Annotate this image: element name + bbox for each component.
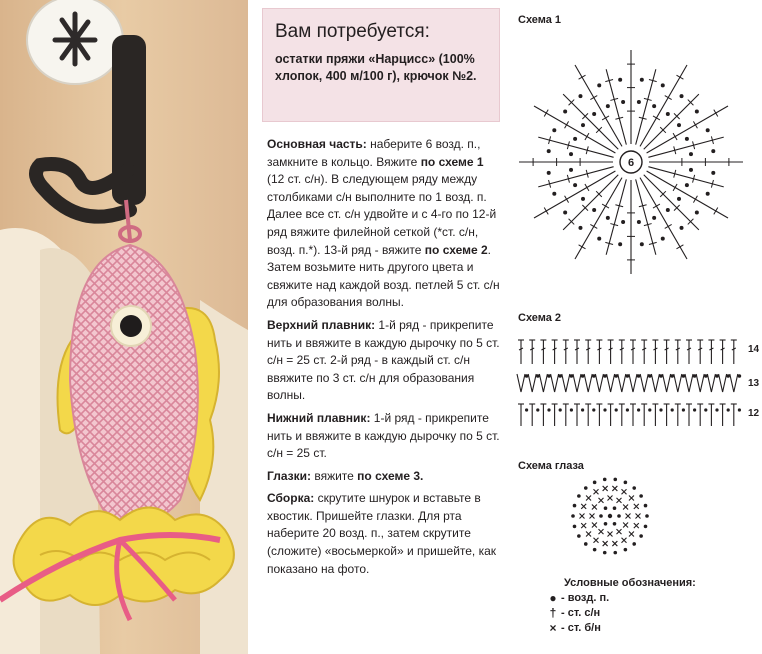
scheme2-row13-shell [663,374,671,392]
scheme1-stitch-tick [590,224,597,228]
scheme1-chain-dot [569,152,573,156]
scheme2-row12-chain-dot [704,408,707,411]
scheme2-row13-shell [674,374,682,392]
scheme1-chain-dot [652,216,656,220]
eye-chain-dot [584,486,588,490]
eye-sc-cross [581,523,586,528]
legend-title: Условные обозначения: [564,577,696,589]
scheme2-row13-shell [539,374,547,392]
assembly-text: скрутите шнурок и вставьте в хвостик. Пришейте глазки. Для рта наберите 20 возд. п., затем скрутите (сложите) «восьмеркой» и пришейте, как показано на фото. [267,491,497,576]
row-13-label: 13 [748,378,760,389]
eye-sc-cross [626,514,631,519]
scheme1-chain-dot [573,137,577,141]
bottom-fin-label: Нижний плавник: [267,410,371,425]
scheme2-row12-chain-dot [671,408,674,411]
scheme1-stitch-tick [714,110,718,117]
scheme2-row12-chain-dot [637,408,640,411]
scheme1-chain-dot [652,104,656,108]
scheme1-chain-dot [640,78,644,82]
scheme1-chain-dot [661,237,665,241]
scheme1-diagram [515,30,747,300]
scheme1-stitch-tick [602,116,609,120]
scheme2-row13-shell [595,374,603,392]
scheme1-chain-dot [606,216,610,220]
scheme1-stitch-tick [544,110,548,117]
scheme2-row13-shell [629,374,637,392]
fish-photo [0,0,248,654]
scheme2-row12-chain-dot [682,408,685,411]
legend-dc [548,606,758,621]
scheme1-chain-dot [637,100,641,104]
eye-sc-cross [612,486,617,491]
eye-sc-cross [590,514,595,519]
scheme2-row12-chain-dot [738,408,741,411]
main-part-text-3: . Затем возьмите нить другого цвета и свяжите над каждой возд. петлей 5 ст. с/н для образования волны. [267,242,500,310]
materials-text: остатки пряжи «Нарцисс» (100% хлопок, 400 м/100 г), крючок №2. [275,52,477,83]
scheme2-row13-shell [618,374,626,392]
eye-sc-cross [599,498,604,503]
scheme2-row12-chain-dot [693,408,696,411]
scheme1-chain-dot [695,211,699,215]
scheme2-row12-chain-dot [648,408,651,411]
scheme2-row12-chain-dot [659,408,662,411]
scheme1-chain-dot [569,168,573,172]
scheme1-stitch-tick [585,133,589,140]
scheme1-chain-dot [563,109,567,113]
scheme1-chain-dot [547,171,551,175]
eye-chain-dot [571,514,575,518]
scheme1-chain-dot [592,208,596,212]
scheme2-row12-chain-dot [525,408,528,411]
scheme2-row13-shell [584,374,592,392]
eye-sc-cross [623,505,628,510]
eye-chain-dot [577,534,581,538]
top-fin-text: 1-й ряд - прикрепите нить и ввяжите в каждую дырочку по 5 ст. с/н = 25 ст. 2-й ряд - в каждый ст. с/н ввяжите по 3 ст. с/н для образования волны. [267,317,500,403]
eye-chain-dot [613,522,617,526]
scheme1-chain-dot [706,128,710,132]
eyes-text: вяжите [311,468,358,483]
scheme1-chain-dot [621,100,625,104]
main-part-paragraph [267,136,503,312]
scheme1-chain-dot [552,192,556,196]
legend-chain-label: - возд. п. [561,592,610,604]
chain-symbol-icon: ● [549,591,557,605]
scheme1-stitch-tick [579,245,586,249]
eye-sc-cross [634,504,639,509]
scheme1-chain-dot [666,112,670,116]
eye-chain-dot [644,525,648,529]
scheme1-stitch-tick [544,207,548,214]
scheme1-stitch-tick [673,133,677,140]
scheme1-stitch-tick [693,196,697,203]
eye-sc-cross [622,538,627,543]
eye-sc-cross [580,514,585,519]
scheme1-chain-dot [618,78,622,82]
scheme2-row13-shell [696,374,704,392]
scheme1-chain-dot [706,192,710,196]
scheme3-ref: по схеме 3. [357,468,424,483]
scheme1-stitch-tick [714,207,718,214]
scheme1-chain-dot [680,94,684,98]
scheme1-chain-dot [621,220,625,224]
eye-chain-dot [639,494,643,498]
scheme1-stitch-tick [565,121,569,128]
legend-dc-label: - ст. с/н [561,607,601,619]
scheme1-stitch-tick [590,96,597,100]
eye-sc-cross [629,531,634,536]
eye-chain-dot [613,478,617,482]
eye-center-dot [608,514,612,518]
scheme1-stitch-tick [579,75,586,79]
scheme1-chain-dot [711,171,715,175]
assembly-paragraph [267,490,503,578]
eye-sc-cross [592,505,597,510]
scheme2-row12-chain-dot [570,408,573,411]
scheme1-stitch-tick [676,245,683,249]
scheme1-stitch-tick [565,196,569,203]
eye-chain-dot [603,551,607,555]
materials-title: Вам потребуется: [275,21,430,42]
scheme2-row13-shell [562,374,570,392]
scheme1-chain-dot [677,197,681,201]
scheme2-ref: по схеме 2 [424,242,488,257]
scheme2-row12-chain-dot [715,408,718,411]
assembly-label: Сборка: [267,491,315,506]
eye-chain-dot [645,514,649,518]
main-part-text-2: (12 ст. с/н). В следующем ряду между столбиками с/н выполните по 1 возд. п. Далее все ст. с/н удвойте и с 4-го по 12-й ряд вяжите филейной сеткой (*ст. с/н, возд. п.*). 13-й ряд - вяжите [267,172,497,257]
scheme1-stitch-tick [665,224,672,228]
scheme1-chain-dot [578,94,582,98]
scheme1-chain-dot [689,168,693,172]
eye-sc-cross [599,529,604,534]
scheme1-chain-dot [637,220,641,224]
eye-sc-cross [629,496,634,501]
eye-chain-dot [624,481,628,485]
scheme1-chain-dot [597,83,601,87]
eye-chain-dot [613,551,617,555]
scheme1-chain-dot [695,109,699,113]
scheme2-row12-chain-dot [626,408,629,411]
eye-sc-cross [612,541,617,546]
scheme2-row13-shell [528,374,536,392]
top-fin-label: Верхний плавник: [267,317,376,332]
eye-chain-dot [573,504,577,508]
scheme2-row13-shell [730,374,738,392]
legend-chain [548,591,758,606]
scheme2-label: Схема 2 [518,312,562,324]
eye-sc-cross [603,541,608,546]
scheme1-stitch-tick [653,204,660,208]
eye-chain-dot [593,548,597,552]
scheme2-row13-shell [573,374,581,392]
eye-sc-cross [586,496,591,501]
eyes-paragraph [267,468,503,486]
scheme1-chain-dot [685,137,689,141]
row-12-label: 12 [748,408,760,419]
eye-chain-dot [639,534,643,538]
instructions [267,136,503,583]
scheme2-row13-chain-dot [738,374,742,378]
eye-chain-dot [644,504,648,508]
scheme1-stitch-tick [676,75,683,79]
eye-sc-cross [634,523,639,528]
bottom-fin-paragraph [267,410,503,463]
eye-chain-dot [604,506,608,510]
scheme1-ref: по схеме 1 [420,154,484,169]
main-part-text-1: наберите 6 возд. п., замкните в кольцо. Вяжите [267,137,481,169]
eye-scheme-label: Схема глаза [518,460,584,472]
main-part-label: Основная часть: [267,137,367,151]
eye-chain-dot [603,478,607,482]
materials-box [262,8,500,122]
scheme1-chain-dot [640,242,644,246]
eye-sc-cross [586,531,591,536]
scheme1-stitch-tick [665,96,672,100]
scheme1-chain-dot [563,211,567,215]
scheme2-row13-shell [651,374,659,392]
scheme1-stitch-tick [653,116,660,120]
scheme1-chain-dot [552,128,556,132]
eyes-label: Глазки: [267,468,311,483]
scheme1-chain-dot [711,149,715,153]
row-14-label: 14 [748,344,760,355]
scheme2-row13-shell [685,374,693,392]
top-fin-paragraph [267,317,503,405]
eye-chain-dot [613,506,617,510]
scheme1-chain-dot [666,208,670,212]
scheme1-chain-dot [618,242,622,246]
scheme2-row12-chain-dot [615,408,618,411]
eye-scheme-diagram [570,474,650,564]
eye-sc-cross [617,529,622,534]
eye-sc-cross [617,498,622,503]
eye-chain-dot [573,525,577,529]
legend [548,576,758,636]
scheme2-row13-shell [551,374,559,392]
scheme2-diagram [515,330,760,430]
eye-sc-cross [603,486,608,491]
scheme1-chain-dot [689,152,693,156]
scheme2-row13-shell [517,374,525,392]
eye-chain-dot [604,522,608,526]
scheme2-row12-chain-dot [603,408,606,411]
eye-chain-dot [577,494,581,498]
eye-chain-dot [624,548,628,552]
scheme1-chain-dot [547,149,551,153]
scheme1-chain-dot [661,83,665,87]
eye-chain-dot [632,486,636,490]
scheme1-label: Схема 1 [518,14,562,26]
eye-sc-cross [608,532,613,537]
scheme1-chain-dot [581,197,585,201]
scheme1-chain-dot [573,183,577,187]
scheme2-row12-chain-dot [727,408,730,411]
eye-sc-cross [594,538,599,543]
scheme2-row13-shell [719,374,727,392]
scheme2-row12-chain-dot [536,408,539,411]
eye-chain-dot [632,542,636,546]
eye-sc-cross [636,514,641,519]
dc-symbol-icon: † [549,606,557,620]
legend-sc-label: - ст. б/н [561,622,601,634]
scheme1-chain-dot [581,123,585,127]
bottom-fin-text: 1-й ряд - прикрепите нить и ввяжите в каждую дырочку по 5 ст. с/н = 25 ст. [267,410,500,461]
eye-sc-cross [592,523,597,528]
eye-chain-dot [599,514,603,518]
scheme1-chain-dot [606,104,610,108]
scheme1-chain-dot [685,183,689,187]
eye-sc-cross [622,489,627,494]
eye-sc-cross [608,496,613,501]
eye-sc-cross [594,489,599,494]
eye-chain-dot [584,542,588,546]
eye-sc-cross [581,504,586,509]
scheme1-stitch-tick [602,204,609,208]
scheme2-row12-chain-dot [592,408,595,411]
scheme1-chain-dot [680,226,684,230]
scheme1-stitch-tick [693,121,697,128]
eye-sc-cross [623,523,628,528]
scheme1-chain-dot [592,112,596,116]
scheme2-row13-shell [707,374,715,392]
eye-chain-dot [593,481,597,485]
scheme2-row13-shell [607,374,615,392]
scheme2-row12-chain-dot [559,408,562,411]
scheme1-stitch-tick [585,184,589,191]
scheme2-row12-chain-dot [581,408,584,411]
scheme2-row13-shell [640,374,648,392]
scheme1-chain-dot [578,226,582,230]
scheme1-chain-dot [597,237,601,241]
legend-sc [548,621,758,636]
scheme1-stitch-tick [673,184,677,191]
scheme2-row12-chain-dot [547,408,550,411]
scheme1-chain-dot [677,123,681,127]
scheme1-center-number: 6 [627,157,635,169]
sc-symbol-icon: × [549,621,557,635]
eye-chain-dot [617,514,621,518]
